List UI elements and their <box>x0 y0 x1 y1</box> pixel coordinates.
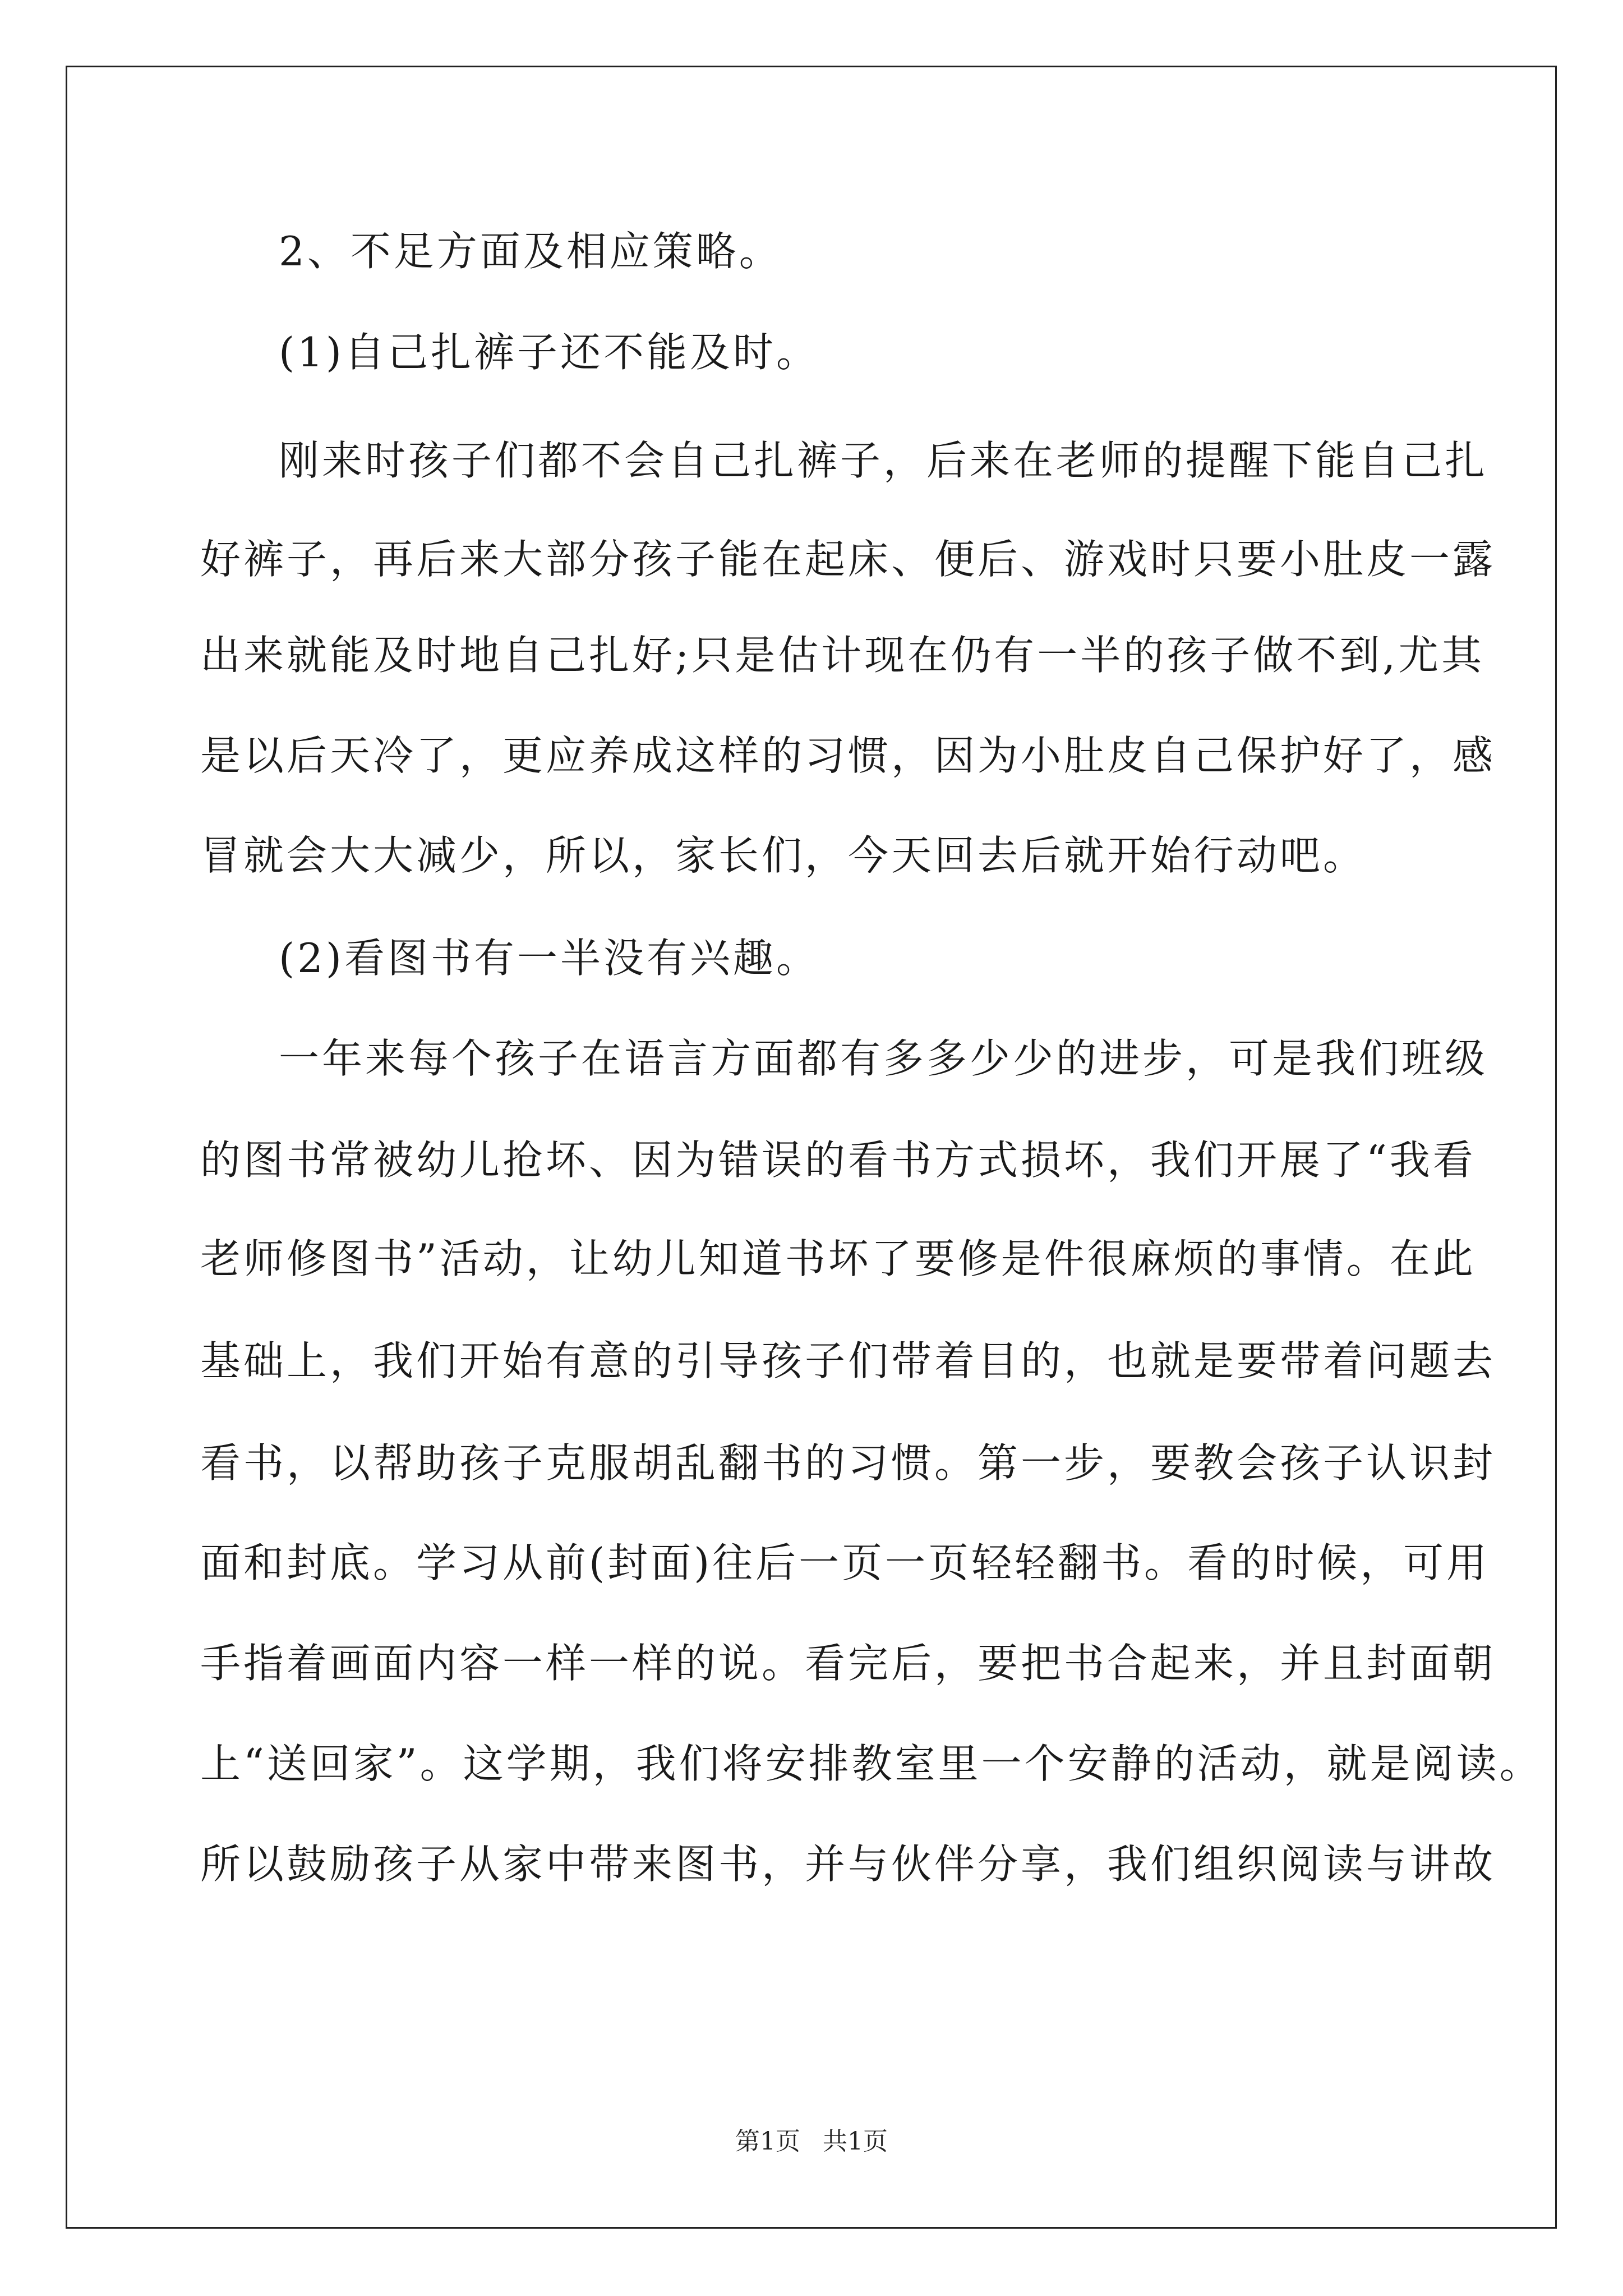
paragraph-line: 冒就会大大减少，所以，家长们，今天回去后就开始行动吧。 <box>200 832 1367 879</box>
paragraph-line: 老师修图书”活动，让幼儿知道书坏了要修是件很麻烦的事情。在此 <box>200 1235 1476 1282</box>
paragraph-line: 基础上，我们开始有意的引导孩子们带着目的，也就是要带着问题去 <box>200 1337 1496 1384</box>
paragraph-line: 刚来时孩子们都不会自己扎裤子，后来在老师的提醒下能自己扎 <box>279 437 1488 484</box>
paragraph-line: 看书，以帮助孩子克服胡乱翻书的习惯。第一步，要教会孩子认识封 <box>200 1439 1496 1487</box>
page-total: 共1页 <box>823 2127 888 2156</box>
paragraph-line: 一年来每个孩子在语言方面都有多多少少的进步，可是我们班级 <box>279 1035 1488 1082</box>
paragraph-line: 好裤子，再后来大部分孩子能在起床、便后、游戏时只要小肚皮一露 <box>200 536 1496 583</box>
page-footer <box>0 2125 1623 2159</box>
paragraph-line: 出来就能及时地自己扎好;只是估计现在仍有一半的孩子做不到,尤其 <box>200 632 1485 679</box>
paragraph-line: 的图书常被幼儿抢坏、因为错误的看书方式损坏，我们开展了“我看 <box>200 1137 1476 1184</box>
paragraph-line: 面和封底。学习从前(封面)往后一页一页轻轻翻书。看的时候，可用 <box>200 1539 1490 1586</box>
paragraph-line: 所以鼓励孩子从家中带来图书，并与伙伴分享，我们组织阅读与讲故 <box>200 1841 1496 1888</box>
paragraph-heading: 2、不足方面及相应策略。 <box>279 228 782 275</box>
paragraph-line: 手指着画面内容一样一样的说。看完后，要把书合起来，并且封面朝 <box>200 1640 1496 1687</box>
subheading: (1)自己扎裤子还不能及时。 <box>279 329 819 376</box>
page-number: 第1页 <box>735 2127 800 2156</box>
paragraph-line: 是以后天冷了，更应养成这样的习惯，因为小肚皮自己保护好了，感 <box>200 732 1496 779</box>
subheading: (2)看图书有一半没有兴趣。 <box>279 935 819 982</box>
paragraph-line: 上“送回家”。这学期，我们将安排教室里一个安静的活动，就是阅读。 <box>200 1740 1543 1787</box>
